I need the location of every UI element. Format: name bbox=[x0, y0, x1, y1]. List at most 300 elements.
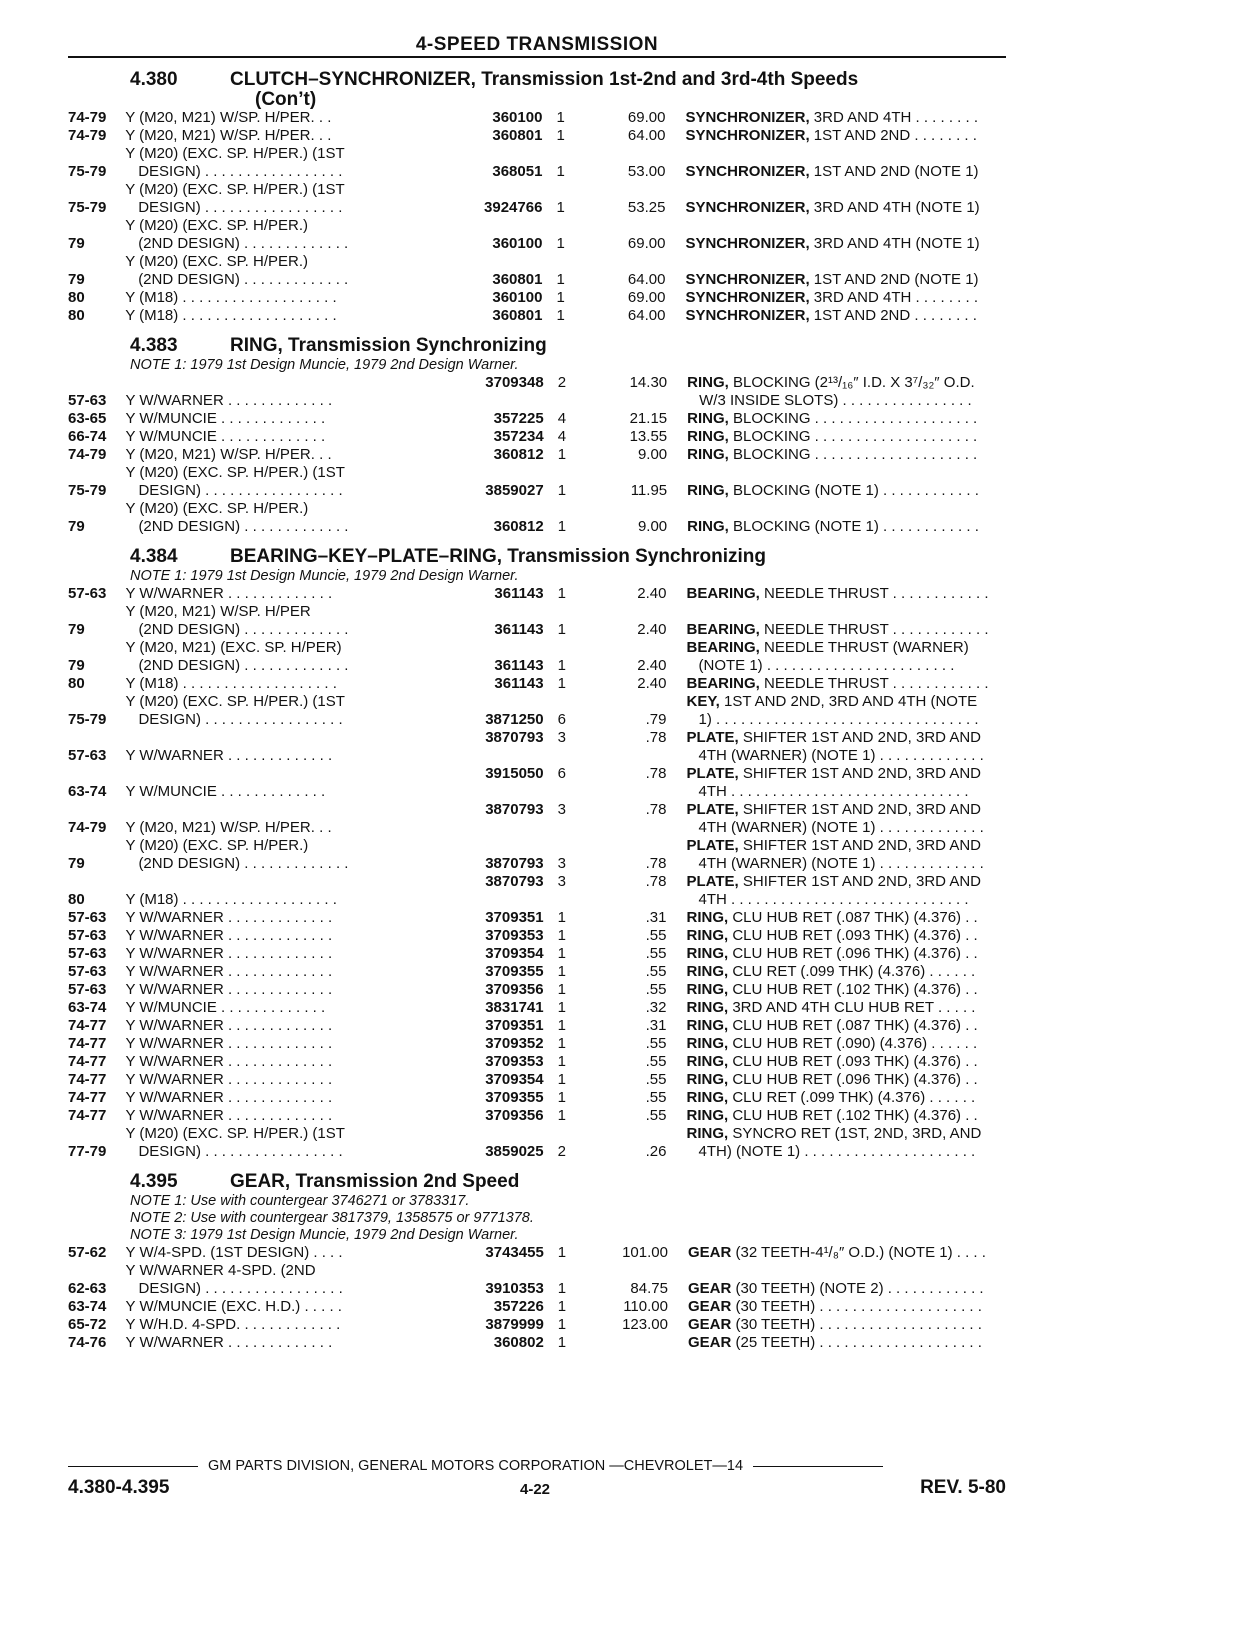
application bbox=[125, 253, 464, 289]
part-number: 3831741 bbox=[485, 999, 544, 1016]
table-row bbox=[68, 981, 1006, 999]
description-name: KEY, bbox=[686, 693, 720, 710]
section-title-text: RING, Transmission Synchronizing bbox=[230, 335, 547, 356]
price: 2.40 bbox=[637, 675, 667, 692]
table-row bbox=[68, 253, 1006, 289]
price: .31 bbox=[645, 1017, 667, 1034]
part-number: 361143 bbox=[494, 657, 544, 674]
description bbox=[665, 145, 1006, 181]
section-number: 4.384 bbox=[130, 546, 178, 567]
description-text: CLU RET (.099 THK) (4.376) . . . . . . bbox=[732, 1089, 976, 1106]
application-line: Y (M20) (EXC. SP. H/PER.) (1ST bbox=[125, 693, 345, 710]
quantity: 3 bbox=[557, 855, 566, 872]
description bbox=[667, 675, 1007, 693]
part-number: 3709355 bbox=[485, 1089, 544, 1106]
section-note: NOTE 2: Use with countergear 3817379, 1358575 or 9771378. bbox=[130, 1210, 534, 1226]
section-number: 4.395 bbox=[130, 1171, 178, 1192]
description bbox=[667, 801, 1007, 837]
part-number: 360100 bbox=[492, 109, 543, 126]
footer-rule-right bbox=[753, 1466, 883, 1467]
application bbox=[125, 999, 465, 1017]
model-years: 75-79 bbox=[68, 711, 107, 728]
description-name: RING, bbox=[686, 999, 729, 1016]
quantity: 1 bbox=[556, 199, 565, 216]
description-continued: 4TH (WARNER) (NOTE 1) . . . . . . . . . . . . . bbox=[698, 819, 984, 836]
price: .32 bbox=[645, 999, 667, 1016]
table-row bbox=[68, 1244, 1006, 1262]
application-line: Y (M18) . . . . . . . . . . . . . . . . . . . bbox=[125, 675, 337, 692]
model-years: 63-74 bbox=[68, 999, 107, 1016]
application bbox=[125, 603, 465, 639]
price: 64.00 bbox=[627, 271, 666, 288]
header-rule bbox=[68, 56, 1006, 58]
description-text: BLOCKING (2¹³/₁₆″ I.D. X 3⁷/₃₂″ O.D. bbox=[732, 374, 975, 391]
table-row bbox=[68, 675, 1006, 693]
quantity: 3 bbox=[557, 729, 566, 746]
description bbox=[667, 693, 1007, 729]
application-line: Y (M20, M21) W/SP. H/PER. . . bbox=[125, 446, 332, 463]
application bbox=[126, 1244, 466, 1262]
part-number: 360801 bbox=[492, 307, 543, 324]
description-name: RING, bbox=[686, 1035, 729, 1052]
application-line: Y W/WARNER . . . . . . . . . . . . . bbox=[125, 927, 333, 944]
description-name: RING, bbox=[687, 428, 729, 445]
application-line: Y W/MUNCIE . . . . . . . . . . . . . bbox=[125, 410, 326, 427]
description-name: RING, bbox=[686, 1017, 729, 1034]
table-row bbox=[68, 217, 1006, 253]
table-row bbox=[68, 729, 1006, 765]
description-name: SYNCHRONIZER, bbox=[685, 109, 810, 126]
table-row bbox=[68, 428, 1006, 446]
description bbox=[667, 374, 1006, 410]
application bbox=[125, 410, 465, 428]
description bbox=[668, 1334, 1006, 1352]
table-row bbox=[68, 109, 1006, 127]
section-note: NOTE 1: 1979 1st Design Muncie, 1979 2nd Design Warner. bbox=[130, 568, 519, 584]
part-number: 3870793 bbox=[485, 729, 544, 746]
price: 123.00 bbox=[622, 1316, 668, 1333]
application-line: Y W/WARNER . . . . . . . . . . . . . bbox=[125, 1017, 333, 1034]
part-number: 3709352 bbox=[485, 1035, 544, 1052]
application-line: Y (M20) (EXC. SP. H/PER.) (1ST bbox=[125, 1125, 345, 1142]
section-title-text: GEAR, Transmission 2nd Speed bbox=[230, 1171, 520, 1192]
application-line: Y W/MUNCIE . . . . . . . . . . . . . bbox=[125, 783, 326, 800]
model-years: 80 bbox=[68, 307, 85, 324]
application-line: Y (M20, M21) W/SP. H/PER bbox=[125, 603, 311, 620]
parts-table bbox=[68, 374, 1006, 536]
quantity: 1 bbox=[557, 675, 566, 692]
price: .55 bbox=[645, 981, 667, 998]
parts-table bbox=[68, 109, 1006, 325]
table-row bbox=[68, 1262, 1006, 1298]
quantity: 1 bbox=[557, 1017, 566, 1034]
quantity: 1 bbox=[557, 909, 566, 926]
application bbox=[125, 127, 464, 145]
section-note: NOTE 1: 1979 1st Design Muncie, 1979 2nd Design Warner. bbox=[130, 357, 519, 373]
price: .78 bbox=[645, 765, 667, 782]
part-number: 360801 bbox=[492, 271, 543, 288]
description-continued: 4TH) (NOTE 1) . . . . . . . . . . . . . . . . . . . . . bbox=[698, 1143, 976, 1160]
quantity: 1 bbox=[557, 585, 566, 602]
description bbox=[667, 765, 1007, 801]
description-text: 1ST AND 2ND . . . . . . . . bbox=[813, 307, 977, 324]
quantity: 1 bbox=[557, 1298, 567, 1315]
section-4-384 bbox=[68, 546, 1006, 1161]
price: 69.00 bbox=[627, 109, 666, 126]
model-years: 57-63 bbox=[68, 747, 107, 764]
section-title bbox=[130, 69, 1006, 109]
description-text: BLOCKING . . . . . . . . . . . . . . . . . . . . bbox=[732, 428, 978, 445]
application bbox=[125, 765, 465, 801]
description bbox=[667, 1125, 1007, 1161]
model-years: 80 bbox=[68, 675, 85, 692]
part-number: 357225 bbox=[493, 410, 544, 427]
footer-publisher: GM PARTS DIVISION, GENERAL MOTORS CORPORATION —CHEVROLET—14 bbox=[208, 1458, 744, 1474]
price: 69.00 bbox=[627, 235, 666, 252]
table-row bbox=[68, 307, 1006, 325]
description-name: SYNCHRONIZER, bbox=[685, 307, 810, 324]
price: 9.00 bbox=[637, 518, 668, 535]
model-years: 57-63 bbox=[68, 392, 107, 409]
description bbox=[667, 873, 1007, 909]
description bbox=[667, 981, 1007, 999]
application-line: Y (M20, M21) W/SP. H/PER. . . bbox=[125, 127, 332, 144]
model-years: 74-77 bbox=[68, 1107, 107, 1124]
description-text: SHIFTER 1ST AND 2ND, 3RD AND bbox=[742, 729, 982, 746]
application bbox=[125, 1035, 465, 1053]
price: 53.00 bbox=[627, 163, 666, 180]
description-text: CLU HUB RET (.093 THK) (4.376) . . bbox=[732, 927, 978, 944]
parts-table bbox=[68, 1244, 1006, 1352]
application bbox=[125, 675, 465, 693]
quantity: 1 bbox=[557, 518, 567, 535]
description-text: 1ST AND 2ND, 3RD AND 4TH (NOTE bbox=[724, 693, 978, 710]
model-years: 74-79 bbox=[68, 127, 107, 144]
application-line: Y W/WARNER . . . . . . . . . . . . . bbox=[125, 392, 333, 409]
part-number: 3709353 bbox=[485, 1053, 544, 1070]
price: 21.15 bbox=[629, 410, 668, 427]
table-row bbox=[68, 693, 1006, 729]
table-row bbox=[68, 1298, 1006, 1316]
footer-publisher-line bbox=[68, 1458, 1006, 1474]
part-number: 3709356 bbox=[485, 1107, 544, 1124]
application bbox=[125, 109, 464, 127]
table-row bbox=[68, 999, 1006, 1017]
quantity: 1 bbox=[557, 1244, 567, 1261]
application bbox=[125, 307, 464, 325]
price: 2.40 bbox=[637, 585, 667, 602]
model-years: 57-63 bbox=[68, 585, 107, 602]
application-line-continued: DESIGN) . . . . . . . . . . . . . . . . . bbox=[138, 163, 343, 180]
part-number: 3743455 bbox=[485, 1244, 544, 1261]
description bbox=[667, 837, 1007, 873]
description-name: RING, bbox=[687, 482, 729, 499]
section-title-continued: (Con’t) bbox=[255, 89, 317, 110]
description-name: RING, bbox=[687, 446, 729, 463]
table-row bbox=[68, 1071, 1006, 1089]
part-number: 3709355 bbox=[485, 963, 544, 980]
model-years: 75-79 bbox=[68, 163, 107, 180]
description-name: RING, bbox=[687, 410, 729, 427]
application bbox=[125, 1107, 465, 1125]
application bbox=[125, 927, 465, 945]
description bbox=[667, 909, 1007, 927]
quantity: 1 bbox=[557, 1280, 567, 1297]
quantity: 6 bbox=[557, 765, 566, 782]
description bbox=[667, 1035, 1007, 1053]
section-4-380 bbox=[68, 69, 1006, 325]
description bbox=[665, 253, 1006, 289]
description-name: GEAR bbox=[687, 1298, 732, 1315]
description-name: SYNCHRONIZER, bbox=[685, 127, 810, 144]
part-number: 360100 bbox=[492, 289, 543, 306]
application-line: Y (M18) . . . . . . . . . . . . . . . . . . . bbox=[125, 307, 337, 324]
description-name: RING, bbox=[687, 374, 729, 391]
description bbox=[667, 1071, 1007, 1089]
application-line: Y W/WARNER . . . . . . . . . . . . . bbox=[125, 945, 333, 962]
application-line: Y W/WARNER 4-SPD. (2ND bbox=[125, 1262, 316, 1279]
section-number: 4.383 bbox=[130, 335, 178, 356]
application bbox=[125, 464, 465, 500]
quantity: 1 bbox=[557, 1334, 567, 1351]
footer-page-number: 4-22 bbox=[519, 1481, 551, 1498]
description-text: NEEDLE THRUST . . . . . . . . . . . . bbox=[764, 585, 989, 602]
price: 2.40 bbox=[637, 657, 667, 674]
description-text: CLU HUB RET (.096 THK) (4.376) . . bbox=[732, 945, 978, 962]
application-line: Y W/WARNER . . . . . . . . . . . . . bbox=[125, 1053, 333, 1070]
price: 14.30 bbox=[629, 374, 668, 391]
application-line-continued: DESIGN) . . . . . . . . . . . . . . . . . bbox=[138, 1143, 343, 1160]
description-name: SYNCHRONIZER, bbox=[685, 271, 810, 288]
model-years: 65-72 bbox=[68, 1316, 107, 1333]
description-name: SYNCHRONIZER, bbox=[685, 235, 810, 252]
section-4-383 bbox=[68, 335, 1006, 536]
quantity: 2 bbox=[557, 1143, 566, 1160]
table-row bbox=[68, 446, 1006, 464]
section-title-text: BEARING–KEY–PLATE–RING, Transmission Synchronizing bbox=[230, 546, 766, 567]
description-name: PLATE, bbox=[686, 873, 739, 890]
description-name: GEAR bbox=[687, 1280, 732, 1297]
description-text: 3RD AND 4TH (NOTE 1) bbox=[813, 235, 980, 252]
description-text: 1ST AND 2ND (NOTE 1) bbox=[813, 163, 979, 180]
table-row bbox=[68, 909, 1006, 927]
part-number: 3871250 bbox=[485, 711, 544, 728]
model-years: 63-65 bbox=[68, 410, 107, 427]
description-text: CLU HUB RET (.096 THK) (4.376) . . bbox=[732, 1071, 978, 1088]
quantity: 1 bbox=[557, 1107, 566, 1124]
quantity: 1 bbox=[557, 1035, 566, 1052]
model-years: 79 bbox=[68, 271, 85, 288]
application bbox=[125, 873, 465, 909]
model-years: 74-77 bbox=[68, 1071, 107, 1088]
application bbox=[125, 446, 465, 464]
part-number: 3915050 bbox=[485, 765, 544, 782]
application-line: Y (M20) (EXC. SP. H/PER.) bbox=[125, 253, 309, 270]
table-row bbox=[68, 585, 1006, 603]
part-number: 357234 bbox=[493, 428, 544, 445]
table-row bbox=[68, 410, 1006, 428]
model-years: 63-74 bbox=[68, 1298, 107, 1315]
price: .78 bbox=[645, 801, 667, 818]
description bbox=[667, 446, 1006, 464]
description bbox=[667, 945, 1007, 963]
part-number: 3924766 bbox=[484, 199, 543, 216]
model-years: 75-79 bbox=[68, 199, 107, 216]
description-continued: (NOTE 1) . . . . . . . . . . . . . . . . . . . . . . . bbox=[698, 657, 955, 674]
parts-content bbox=[68, 63, 1006, 1352]
price: 11.95 bbox=[630, 482, 668, 499]
description bbox=[667, 1017, 1007, 1035]
quantity: 1 bbox=[556, 235, 565, 252]
application bbox=[125, 837, 465, 873]
table-row bbox=[68, 639, 1006, 675]
part-number: 3859027 bbox=[485, 482, 544, 499]
table-row bbox=[68, 1125, 1006, 1161]
application-line: Y (M20) (EXC. SP. H/PER.) (1ST bbox=[125, 145, 345, 162]
description bbox=[667, 585, 1007, 603]
footer-section-range: 4.380-4.395 bbox=[68, 1477, 170, 1498]
description-text: 3RD AND 4TH . . . . . . . . bbox=[813, 109, 978, 126]
model-years: 74-77 bbox=[68, 1053, 107, 1070]
description bbox=[667, 1053, 1007, 1071]
description-text: (32 TEETH-4¹/₈″ O.D.) (NOTE 1) . . . . bbox=[735, 1244, 986, 1261]
application-line: Y W/WARNER . . . . . . . . . . . . . bbox=[125, 1089, 333, 1106]
description-text: 3RD AND 4TH . . . . . . . . bbox=[813, 289, 978, 306]
footer-revision: REV. 5-80 bbox=[920, 1477, 1006, 1498]
section-note: NOTE 1: Use with countergear 3746271 or 3783317. bbox=[130, 1193, 470, 1209]
description-text: 3RD AND 4TH (NOTE 1) bbox=[813, 199, 980, 216]
description-text: CLU HUB RET (.093 THK) (4.376) . . bbox=[732, 1053, 978, 1070]
application-line: Y (M20, M21) W/SP. H/PER. . . bbox=[125, 819, 332, 836]
part-number: 3870793 bbox=[485, 873, 544, 890]
application-line: Y (M20) (EXC. SP. H/PER.) bbox=[125, 837, 309, 854]
description-continued: 4TH . . . . . . . . . . . . . . . . . . . . . . . . . . . . . bbox=[698, 783, 969, 800]
table-row bbox=[68, 963, 1006, 981]
description-name: BEARING, bbox=[686, 585, 760, 602]
price: .55 bbox=[645, 963, 667, 980]
description bbox=[667, 1089, 1007, 1107]
part-number: 360100 bbox=[492, 235, 543, 252]
part-number: 3709354 bbox=[485, 1071, 544, 1088]
application bbox=[125, 801, 465, 837]
description-text: CLU HUB RET (.090) (4.376) . . . . . . bbox=[732, 1035, 978, 1052]
application bbox=[125, 1017, 465, 1035]
description bbox=[667, 927, 1007, 945]
description-name: PLATE, bbox=[686, 837, 739, 854]
quantity: 2 bbox=[557, 374, 567, 391]
description-name: RING, bbox=[686, 1125, 729, 1142]
application-line: Y W/WARNER . . . . . . . . . . . . . bbox=[125, 1071, 333, 1088]
application bbox=[126, 1262, 466, 1298]
table-row bbox=[68, 927, 1006, 945]
model-years: 77-79 bbox=[68, 1143, 107, 1160]
quantity: 3 bbox=[557, 801, 566, 818]
part-number: 3709348 bbox=[485, 374, 544, 391]
description bbox=[665, 289, 1006, 307]
price: .55 bbox=[645, 1089, 667, 1106]
description-name: GEAR bbox=[687, 1316, 732, 1333]
price bbox=[607, 1334, 668, 1352]
part-number: 3879999 bbox=[485, 1316, 544, 1333]
quantity: 4 bbox=[557, 410, 567, 427]
description-name: BEARING, bbox=[686, 675, 760, 692]
table-row bbox=[68, 801, 1006, 837]
description-continued: 1) . . . . . . . . . . . . . . . . . . . . . . . . . . . . . . . . bbox=[698, 711, 979, 728]
page-header: 4-SPEED TRANSMISSION bbox=[415, 34, 659, 55]
model-years: 80 bbox=[68, 289, 85, 306]
description-text: 1ST AND 2ND . . . . . . . . bbox=[813, 127, 977, 144]
application-line-continued: (2ND DESIGN) . . . . . . . . . . . . . bbox=[138, 657, 349, 674]
application-line: Y (M20, M21) W/SP. H/PER. . . bbox=[125, 109, 332, 126]
description bbox=[665, 109, 1006, 127]
part-number: 3709353 bbox=[485, 927, 544, 944]
description-name: SYNCHRONIZER, bbox=[685, 163, 810, 180]
description-text: BLOCKING (NOTE 1) . . . . . . . . . . . . bbox=[732, 518, 979, 535]
application-line: Y W/WARNER . . . . . . . . . . . . . bbox=[125, 747, 333, 764]
table-row bbox=[68, 181, 1006, 217]
price: 69.00 bbox=[627, 289, 666, 306]
model-years: 74-77 bbox=[68, 1035, 107, 1052]
part-number: 3709356 bbox=[485, 981, 544, 998]
description bbox=[667, 603, 1007, 639]
application-line: Y (M18) . . . . . . . . . . . . . . . . . . . bbox=[125, 289, 337, 306]
application-line: Y (M20) (EXC. SP. H/PER.) bbox=[125, 500, 309, 517]
application-line-continued: (2ND DESIGN) . . . . . . . . . . . . . bbox=[138, 855, 349, 872]
quantity: 1 bbox=[557, 963, 566, 980]
table-row bbox=[68, 1017, 1006, 1035]
description-text: NEEDLE THRUST (WARNER) bbox=[764, 639, 969, 656]
section-note: NOTE 3: 1979 1st Design Muncie, 1979 2nd Design Warner. bbox=[130, 1227, 519, 1243]
model-years: 57-63 bbox=[68, 909, 107, 926]
table-row bbox=[68, 945, 1006, 963]
model-years: 66-74 bbox=[68, 428, 107, 445]
quantity: 1 bbox=[557, 482, 567, 499]
price: .55 bbox=[645, 1107, 667, 1124]
price: 64.00 bbox=[627, 127, 666, 144]
application-line: Y W/WARNER . . . . . . . . . . . . . bbox=[125, 909, 333, 926]
description bbox=[667, 428, 1006, 446]
description-name: RING, bbox=[686, 1107, 729, 1124]
application bbox=[125, 1071, 465, 1089]
part-number: 3870793 bbox=[485, 801, 544, 818]
price: .55 bbox=[645, 927, 667, 944]
description-text: CLU HUB RET (.102 THK) (4.376) . . bbox=[732, 981, 978, 998]
quantity: 1 bbox=[556, 163, 565, 180]
quantity: 6 bbox=[557, 711, 566, 728]
part-number: 360812 bbox=[493, 518, 544, 535]
application bbox=[125, 981, 465, 999]
description-name: RING, bbox=[686, 1071, 729, 1088]
model-years: 74-77 bbox=[68, 1089, 107, 1106]
model-years: 79 bbox=[68, 518, 85, 535]
application-line: Y W/H.D. 4-SPD. . . . . . . . . . . . . bbox=[125, 1316, 341, 1333]
quantity: 4 bbox=[557, 428, 567, 445]
application bbox=[125, 585, 465, 603]
price: 64.00 bbox=[627, 307, 666, 324]
price: 53.25 bbox=[627, 199, 666, 216]
table-row bbox=[68, 500, 1006, 536]
footer-rule-left bbox=[68, 1466, 198, 1467]
quantity: 1 bbox=[557, 999, 566, 1016]
parts-table bbox=[68, 585, 1006, 1161]
application bbox=[125, 945, 465, 963]
application-line-continued: DESIGN) . . . . . . . . . . . . . . . . . bbox=[138, 1280, 343, 1297]
application-line-continued: DESIGN) . . . . . . . . . . . . . . . . . bbox=[138, 482, 343, 499]
application-line: Y (M18) . . . . . . . . . . . . . . . . . . . bbox=[125, 891, 337, 908]
model-years: 79 bbox=[68, 657, 85, 674]
application-line-continued: (2ND DESIGN) . . . . . . . . . . . . . bbox=[138, 621, 349, 638]
section-4-395 bbox=[68, 1171, 1006, 1352]
